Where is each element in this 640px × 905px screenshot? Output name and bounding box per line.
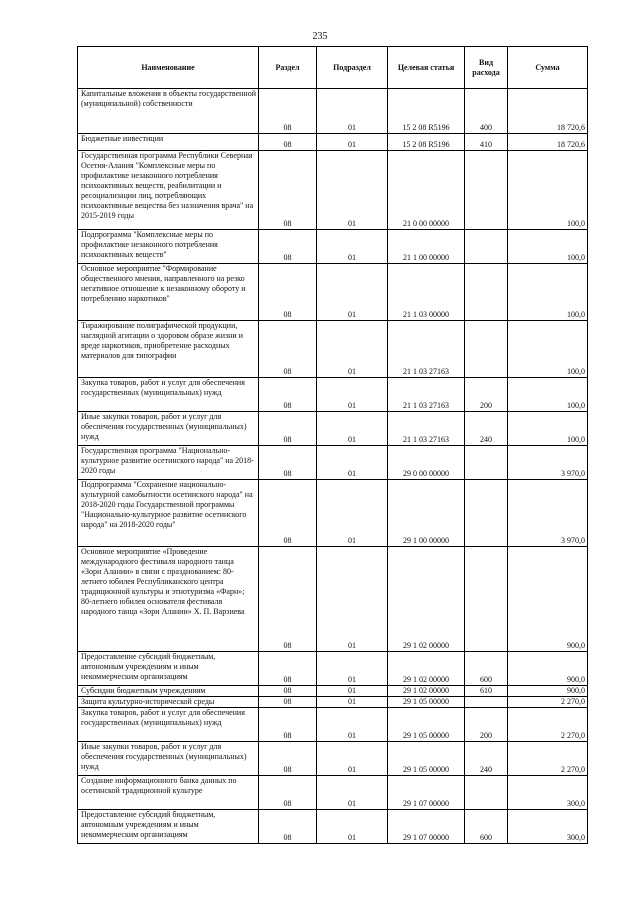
table-body [78, 89, 588, 844]
cell-expense-type [465, 697, 508, 708]
cell-sum: 100,0 [508, 412, 588, 446]
table-row [78, 264, 588, 321]
cell-subsection: 01 [317, 378, 388, 412]
cell-sum: 100,0 [508, 378, 588, 412]
cell-subsection: 01 [317, 89, 388, 134]
cell-sum: 18 720,6 [508, 134, 588, 151]
cell-subsection: 01 [317, 230, 388, 264]
cell-section: 08 [259, 480, 317, 547]
cell-target: 29 0 00 00000 [388, 446, 465, 480]
cell-target: 29 1 05 00000 [388, 708, 465, 742]
cell-target: 29 1 05 00000 [388, 742, 465, 776]
cell-expense-type: 240 [465, 742, 508, 776]
cell-name: Подпрограмма "Сохранение национально-культурной самобытности осетинского народа" на 2018-2020 годы Государственной программы "Национально-культурное развитие осетинского народа" на 2018-2020 годы" [78, 480, 259, 547]
cell-subsection: 01 [317, 652, 388, 686]
cell-name: Капитальные вложения в объекты государственной (муниципальной) собственности [78, 89, 259, 134]
cell-name: Иные закупки товаров, работ и услуг для обеспечения государственных (муниципальных) нужд [78, 412, 259, 446]
cell-target: 29 1 07 00000 [388, 810, 465, 844]
header-section: Раздел [259, 47, 317, 89]
cell-sum: 3 970,0 [508, 446, 588, 480]
cell-target: 29 1 07 00000 [388, 776, 465, 810]
cell-sum: 18 720,6 [508, 89, 588, 134]
page-number: 235 [312, 31, 328, 42]
cell-target: 21 1 00 00000 [388, 230, 465, 264]
cell-expense-type [465, 547, 508, 652]
cell-section: 08 [259, 446, 317, 480]
table-row [78, 810, 588, 844]
cell-expense-type [465, 321, 508, 378]
cell-target: 29 1 02 00000 [388, 652, 465, 686]
cell-expense-type [465, 264, 508, 321]
cell-expense-type [465, 446, 508, 480]
cell-section: 08 [259, 321, 317, 378]
table-row [78, 446, 588, 480]
cell-expense-type: 240 [465, 412, 508, 446]
cell-expense-type: 410 [465, 134, 508, 151]
cell-subsection: 01 [317, 697, 388, 708]
table-row [78, 134, 588, 151]
cell-section: 08 [259, 412, 317, 446]
cell-target: 21 1 03 27163 [388, 412, 465, 446]
cell-section: 08 [259, 547, 317, 652]
cell-subsection: 01 [317, 134, 388, 151]
cell-subsection: 01 [317, 708, 388, 742]
cell-target: 21 1 03 00000 [388, 264, 465, 321]
cell-subsection: 01 [317, 742, 388, 776]
cell-name: Государственная программа "Национально-культурное развитие осетинского народа" на 2018-2020 годы [78, 446, 259, 480]
table-row [78, 412, 588, 446]
table-row [78, 89, 588, 134]
cell-subsection: 01 [317, 264, 388, 321]
cell-sum: 300,0 [508, 776, 588, 810]
cell-subsection: 01 [317, 776, 388, 810]
header-subsection: Подраздел [317, 47, 388, 89]
cell-target: 29 1 02 00000 [388, 547, 465, 652]
cell-sum: 2 270,0 [508, 742, 588, 776]
cell-expense-type: 610 [465, 686, 508, 697]
cell-name: Предоставление субсидий бюджетным, автономным учреждениям и иным некоммерческим организациям [78, 810, 259, 844]
cell-expense-type: 200 [465, 378, 508, 412]
cell-section: 08 [259, 810, 317, 844]
cell-section: 08 [259, 776, 317, 810]
cell-section: 08 [259, 230, 317, 264]
cell-target: 29 1 02 00000 [388, 686, 465, 697]
table-row [78, 686, 588, 697]
cell-sum: 2 270,0 [508, 697, 588, 708]
table-row [78, 697, 588, 708]
cell-name: Бюджетные инвестиции [78, 134, 259, 151]
cell-name: Защита культурно-исторической среды [78, 697, 259, 708]
cell-section: 08 [259, 134, 317, 151]
cell-subsection: 01 [317, 480, 388, 547]
cell-section: 08 [259, 652, 317, 686]
cell-sum: 100,0 [508, 264, 588, 321]
cell-sum: 900,0 [508, 547, 588, 652]
cell-expense-type [465, 776, 508, 810]
cell-section: 08 [259, 686, 317, 697]
table-header-row [78, 47, 588, 89]
table-row [78, 321, 588, 378]
cell-name: Предоставление субсидий бюджетным, автономным учреждениям и иным некоммерческим организациям [78, 652, 259, 686]
table-row [78, 230, 588, 264]
cell-target: 21 1 03 27163 [388, 321, 465, 378]
cell-name: Подпрограмма "Комплексные меры по профилактике незаконного потребления психоактивных веществ" [78, 230, 259, 264]
table-row [78, 708, 588, 742]
cell-target: 15 2 08 R5196 [388, 89, 465, 134]
cell-name: Основное мероприятие "Формирование общественного мнения, направленного на резко негативное отношение к незаконному обороту и потреблению наркотиков" [78, 264, 259, 321]
header-name: Наименование [78, 47, 259, 89]
cell-subsection: 01 [317, 446, 388, 480]
table-row [78, 151, 588, 230]
table-row [78, 652, 588, 686]
table-row [78, 776, 588, 810]
cell-name: Субсидии бюджетным учреждениям [78, 686, 259, 697]
cell-expense-type [465, 230, 508, 264]
cell-subsection: 01 [317, 412, 388, 446]
cell-name: Создание информационного банка данных по осетинской традиционной культуре [78, 776, 259, 810]
cell-section: 08 [259, 378, 317, 412]
cell-sum: 100,0 [508, 230, 588, 264]
cell-sum: 3 970,0 [508, 480, 588, 547]
cell-target: 21 1 03 27163 [388, 378, 465, 412]
cell-name: Тиражирование полиграфической продукции, наглядной агитации о здоровом образе жизни и вреде наркотиков, приобретение расходных материалов для типографии [78, 321, 259, 378]
cell-subsection: 01 [317, 686, 388, 697]
cell-sum: 300,0 [508, 810, 588, 844]
cell-sum: 100,0 [508, 151, 588, 230]
cell-section: 08 [259, 697, 317, 708]
cell-section: 08 [259, 708, 317, 742]
cell-subsection: 01 [317, 547, 388, 652]
cell-subsection: 01 [317, 151, 388, 230]
cell-section: 08 [259, 89, 317, 134]
cell-name: Закупка товаров, работ и услуг для обеспечения государственных (муниципальных) нужд [78, 378, 259, 412]
cell-expense-type: 200 [465, 708, 508, 742]
cell-name: Закупка товаров, работ и услуг для обеспечения государственных (муниципальных) нужд [78, 708, 259, 742]
header-expense-type: Вид расхода [465, 47, 508, 89]
cell-sum: 900,0 [508, 652, 588, 686]
table-row [78, 378, 588, 412]
budget-table [77, 46, 588, 844]
cell-sum: 100,0 [508, 321, 588, 378]
cell-target: 15 2 08 R5196 [388, 134, 465, 151]
cell-name: Иные закупки товаров, работ и услуг для обеспечения государственных (муниципальных) нужд [78, 742, 259, 776]
cell-expense-type: 600 [465, 810, 508, 844]
table-row [78, 480, 588, 547]
cell-expense-type: 400 [465, 89, 508, 134]
cell-section: 08 [259, 151, 317, 230]
header-target: Целевая статья [388, 47, 465, 89]
cell-target: 29 1 00 00000 [388, 480, 465, 547]
cell-sum: 900,0 [508, 686, 588, 697]
cell-subsection: 01 [317, 321, 388, 378]
cell-subsection: 01 [317, 810, 388, 844]
cell-target: 21 0 00 00000 [388, 151, 465, 230]
table-row [78, 742, 588, 776]
cell-target: 29 1 05 00000 [388, 697, 465, 708]
cell-expense-type [465, 480, 508, 547]
cell-expense-type: 600 [465, 652, 508, 686]
cell-section: 08 [259, 742, 317, 776]
cell-name: Государственная программа Республики Северная Осетия-Алания "Комплексные меры по профилактике незаконного потребления психоактивных веществ, реабилитации и ресоциализации лиц, потребляющих психоактивные вещества без назначения врача" на 2015-2019 годы [78, 151, 259, 230]
cell-section: 08 [259, 264, 317, 321]
cell-sum: 2 270,0 [508, 708, 588, 742]
cell-name: Основное мероприятие «Проведение международного фестиваля народного танца «Зори Алании» в связи с празднованием: 80-летнего юбилея Республиканского центра традиционной культуры и этнотуризма «Фарн»; 80-летнего юбилея основателя фестиваля народного танца «Зори Алании» Х. П. Варзиева [78, 547, 259, 652]
header-sum: Сумма [508, 47, 588, 89]
cell-expense-type [465, 151, 508, 230]
table-row [78, 547, 588, 652]
